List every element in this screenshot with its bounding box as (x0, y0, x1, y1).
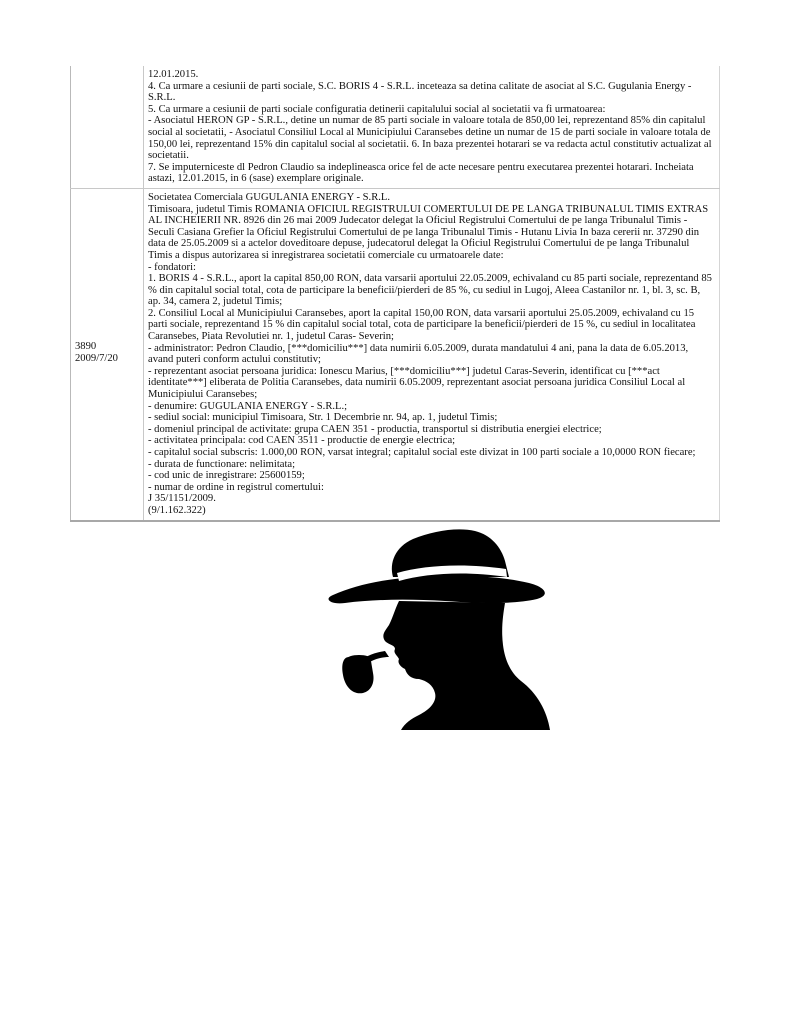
record-line: - denumire: GUGULANIA ENERGY - S.R.L.; (148, 400, 348, 412)
records-table (70, 66, 720, 522)
hat-brim (329, 576, 545, 604)
pipe-rim (347, 655, 371, 663)
record-line: 4. Ca urmare a cesiunii de parti sociale, S.C. BORIS 4 - S.R.L. inceteaza sa detina calitate de asociat al S.C. Gugulania Energy - S.R.L. (148, 80, 692, 104)
record-text-cell (144, 188, 720, 520)
record-line: 7. Se imputerniceste dl Pedron Claudio sa indeplineasca orice fel de acte necesare pentru executarea prezentei hotarari. Incheiata astazi, 12.01.2015, in 6 (sase) exemplare originale. (148, 161, 694, 185)
record-number-cell (71, 188, 144, 520)
table-row (71, 66, 720, 188)
table-row (71, 188, 720, 520)
record-line: - sediul social: municipiul Timisoara, Str. 1 Decembrie nr. 94, ap. 1, judetul Timis; (148, 412, 498, 424)
record-line: 2. Consiliul Local al Municipiului Caransebes, aport la capital 150,00 RON, data varsarii aportului 25.05.2009, echivaland cu 15 parti sociale, reprezentand 15 % din capitalul social total, cota de participare la beneficii/pierderi de 15 %, cu sediul in localitatea Caransebes, Piata Revolutiei nr. 1, judetul Caras- Severin; (148, 307, 696, 343)
record-line: - cod unic de inregistrare: 25600159; (148, 470, 305, 482)
record-line: - numar de ordine in registrul comertului: (148, 481, 324, 493)
record-line: - durata de functionare: nelimitata; (148, 458, 296, 470)
record-number: 3890 (75, 341, 97, 353)
detective-silhouette-icon (315, 525, 550, 730)
record-line: 5. Ca urmare a cesiunii de parti sociale configuratia detinerii capitalului social al societatii va fi urmatoarea: (148, 103, 606, 115)
record-line: J 35/1151/2009. (148, 493, 216, 505)
record-line: 12.01.2015. (148, 69, 199, 80)
record-line: Timisoara, judetul Timis ROMANIA OFICIUL REGISTRULUI COMERTULUI DE PE LANGA TRIBUNALUL TIMIS EXTRAS AL INCHEIERII NR. 8926 din 26 mai 2009 Judecator delegat la Oficiul Registrului Comertului de pe langa Tribunalul Timis - Seculi Casiana Grefier la Oficiul Registrului Comertului de pe langa Tribunalul Timis - Hutanu Livia In baza cererii nr. 37290 din data de 25.05.2009 si a actelor doveditoare depuse, judecatorul delegat la Oficiul Registrului Comertului de pe langa Tribunalul Timis a dispus autorizarea si inregistrarea societatii comerciale cu urmatoarele date: (148, 203, 709, 261)
record-date: 2009/7/20 (75, 352, 118, 364)
record-line: 1. BORIS 4 - S.R.L., aport la capital 850,00 RON, data varsarii aportului 22.05.2009, echivaland cu 85 parti sociale, reprezentand 85 % din capitalul social total, cota de participare la beneficii/pierderi de 85 %, cu sediul in Lugoj, Aleea Castanilor nr. 1, bl. 3, sc. B, ap. 34, camera 2, judetul Timis; (148, 273, 712, 308)
record-line: - fondatori: (148, 261, 196, 273)
record-line: - administrator: Pedron Claudio, [***domiciliu***] data numirii 6.05.2009, durata mandatului 4 ani, pana la data de 6.05.2013, avand puteri conform actului constitutiv; (148, 342, 689, 366)
record-line: - domeniul principal de activitate: grupa CAEN 351 - productia, transportul si distributia energiei electrice; (148, 423, 602, 435)
record-number-cell (71, 66, 144, 188)
record-line: - capitalul social subscris: 1.000,00 RON, varsat integral; capitalul social este divizat in 100 parti sociale a 10,0000 RON fiecare; (148, 447, 696, 458)
record-line: - Asociatul HERON GP - S.R.L., detine un numar de 85 parti sociale in valoare totala de 850,00 lei, reprezentand 85% din capitalul social al societatii, - Asociatul Consiliul Local al Municipiului Caransebes detine un numar de 15 de parti sociale in valoare totala de 150,00 lei, reprezentand 15% din capitalul social al societatii. 6. In baza prezentei hotarari se va redacta actul constitutiv actualizat al societatii. (148, 115, 712, 162)
record-line: - reprezentant asociat persoana juridica: Ionescu Marius, [***domiciliu***] judetul Caras-Severin, identificat cu [***act identitate***] eliberata de Politia Caransebes, data numirii 6.05.2009, reprezentant asociat persoana juridica Consiliul Local al Municipiului Caransebes; (148, 365, 686, 401)
record-text-cell (144, 66, 720, 188)
record-line: - activitatea principala: cod CAEN 3511 - productie de energie electrica; (148, 435, 456, 447)
record-line: Societatea Comerciala GUGULANIA ENERGY - S.R.L. (148, 191, 391, 203)
record-line: (9/1.162.322) (148, 504, 206, 516)
head-silhouette (383, 601, 550, 730)
